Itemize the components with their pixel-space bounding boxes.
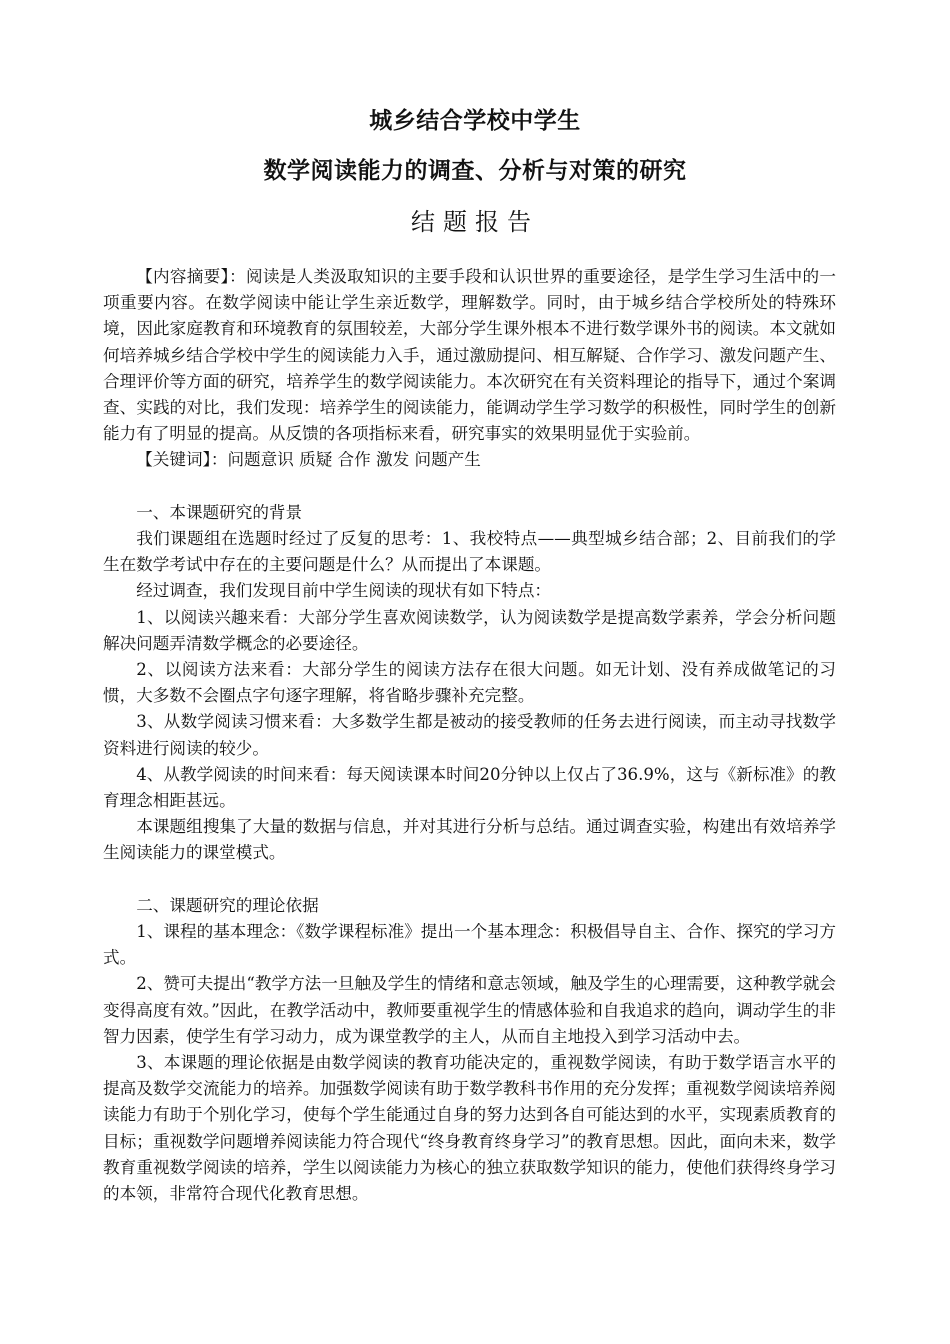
- title-line-1: 城乡结合学校中学生: [369, 108, 581, 134]
- section-2-heading: 二、课题研究的理论依据: [136, 895, 319, 915]
- section-1-paragraph: 经过调查，我们发现目前中学生阅读的现状有如下特点：: [136, 581, 552, 601]
- section-1-heading: 一、本课题研究的背景: [136, 502, 303, 522]
- section-2-paragraph: 3、本课题的理论依据是由数学阅读的教育功能决定的，重视数学阅读，有助于数学语言水平的提高及数学交流能力的培养。加强数学阅读有助于数学教科书作用的充分发挥；重视数学阅读培养阅读能力有助于个别化学习，使每个学生能通过自身的努力达到各自可能达到的水平，实现素质教育的目标；重视数学问题增养阅读能力符合现代“终身教育终身学习”的教育思想。因此，面向未来，数学教育重视数学阅读的培养，学生以阅读能力为核心的独立获取数学知识的能力，使他们获得终身学习的本领，非常符合现代化教育思想。: [103, 1053, 836, 1204]
- section-2-paragraph: 2、赞可夫提出“教学方法一旦触及学生的情绪和意志领域，触及学生的心理需要，这种教学就会变得高度有效。”因此，在教学活动中，教师要重视学生的情感体验和自我追求的趋向，调动学生的非智力因素，使学生有学习动力，成为课堂教学的主人，从而自主地投入到学习活动中去。: [103, 974, 836, 1046]
- section-1-paragraph: 3、从数学阅读习惯来看：大多数学生都是被动的接受教师的任务去进行阅读，而主动寻找数学资料进行阅读的较少。: [103, 712, 836, 758]
- keywords-paragraph: 【关键词】：问题意识 质疑 合作 激发 问题产生: [136, 450, 481, 470]
- abstract-paragraph: 【内容摘要】：阅读是人类汲取知识的主要手段和认识世界的重要途径，是学生学习生活中的一项重要内容。在数学阅读中能让学生亲近数学，理解数学。同时，由于城乡结合学校所处的特殊环境，因此家庭教育和环境教育的氛围较差，大部分学生课外根本不进行数学课外书的阅读。本文就如何培养城乡结合学校中学生的阅读能力入手，通过激励提问、相互解疑、合作学习、激发问题产生、合理评价等方面的研究，培养学生的数学阅读能力。本次研究在有关资料理论的指导下，通过个案调查、实践的对比，我们发现：培养学生的阅读能力，能调动学生学习数学的积极性，同时学生的创新能力有了明显的提高。从反馈的各项指标来看，研究事实的效果明显优于实验前。: [103, 267, 836, 444]
- spacer: [103, 867, 836, 893]
- section-1-paragraph: 2、以阅读方法来看：大部分学生的阅读方法存在很大问题。如无计划、没有养成做笔记的习惯，大多数不会圈点字句逐字理解，将省略步骤补充完整。: [103, 660, 836, 706]
- section-1-paragraph: 4、从教学阅读的时间来看：每天阅读课本时间20分钟以上仅占了36.9%，这与《新标准》的教育理念相距甚远。: [103, 764, 836, 811]
- title-line-2: 数学阅读能力的调查、分析与对策的研究: [263, 158, 687, 184]
- section-1-paragraph: 我们课题组在选题时经过了反复的思考：1、我校特点——典型城乡结合部；2、目前我们的学生在数学考试中存在的主要问题是什么？从而提出了本课题。: [103, 529, 836, 575]
- section-1-paragraph: 本课题组搜集了大量的数据与信息，并对其进行分析与总结。通过调查实验，构建出有效培养学生阅读能力的课堂模式。: [103, 817, 836, 863]
- section-2-paragraph: 1、课程的基本理念：《数学课程标准》提出一个基本理念：积极倡导自主、合作、探究的学习方式。: [103, 922, 836, 968]
- spacer: [103, 474, 836, 500]
- subtitle: 结题报告: [411, 208, 539, 236]
- document-body: [103, 264, 836, 1207]
- section-1-paragraph: 1、以阅读兴趣来看：大部分学生喜欢阅读数学，认为阅读数学是提高数学素养，学会分析问题解决问题弄清数学概念的必要途径。: [103, 607, 836, 653]
